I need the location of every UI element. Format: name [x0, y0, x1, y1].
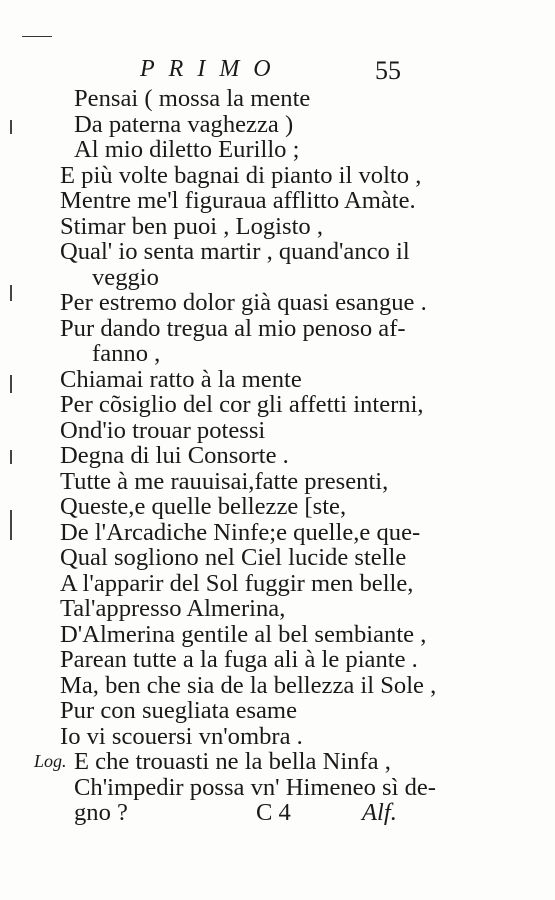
- verse-line: [60, 112, 480, 138]
- verse-line: [60, 137, 480, 163]
- verse-text-span: Queste,e quelle bellezze [ste,: [60, 493, 347, 520]
- gutter-mark: [10, 450, 12, 464]
- verse-line: [60, 443, 480, 469]
- verse-line: [60, 724, 480, 750]
- verse-text-span: Pur con suegliata esame: [60, 697, 297, 724]
- verse-text-span: Ch'impedir possa vn' Himeneo sì de-: [74, 773, 437, 801]
- verse-line: [60, 163, 480, 189]
- verse-line: [60, 316, 480, 342]
- verse-line: [60, 265, 480, 291]
- verse-line: [60, 341, 480, 367]
- verse-line: [60, 647, 480, 673]
- verse-text-span: Pensai ( mossa la mente: [74, 85, 311, 112]
- verse-text-span: E che trouasti ne la bella Ninfa ,: [74, 748, 391, 775]
- verse-line: [60, 571, 480, 597]
- verse-line: [60, 188, 480, 214]
- speaker-label: Log.: [34, 751, 67, 771]
- verse-line: [60, 214, 480, 240]
- signature-mark: C 4: [256, 799, 291, 826]
- gutter-mark: [10, 375, 12, 393]
- verse-line: [60, 622, 480, 648]
- verse-text-span: Pur dando tregua al mio penoso af-: [60, 314, 406, 342]
- verse-line: [60, 775, 480, 801]
- verse-text-span: Ond'io trouar potessi: [60, 416, 266, 444]
- verse-line: [60, 418, 480, 444]
- verse-text-span: A l'apparir del Sol fuggir men belle,: [60, 569, 414, 597]
- page-header: [0, 52, 555, 86]
- verse-line: [60, 596, 480, 622]
- verse-text-span: veggio: [92, 263, 159, 291]
- verse-line: [60, 520, 480, 546]
- verse-text-span: Degna di lui Consorte .: [60, 442, 289, 469]
- verse-text-span: Da paterna vaghezza ): [74, 110, 294, 138]
- verse-line: [60, 469, 480, 495]
- verse-line: [60, 494, 480, 520]
- verse-text-span: Per estremo dolor già quasi esangue .: [60, 289, 427, 316]
- page-number: 55: [375, 56, 401, 85]
- gutter-mark: [10, 120, 12, 134]
- footer-line: [60, 800, 480, 826]
- verse-text-span: Qual sogliono nel Ciel lucide stelle: [60, 544, 407, 571]
- verse-text: [34, 85, 480, 826]
- verse-line: [60, 673, 480, 699]
- verse-text-span: De l'Arcadiche Ninfe;e quelle,e que-: [60, 518, 421, 546]
- verse-line: [60, 86, 480, 112]
- verse-text-span: Io vi scouersi vn'ombra .: [60, 722, 303, 750]
- verse-text-span: Mentre me'l figuraua afflitto Amàte.: [60, 187, 416, 214]
- verse-line: [60, 239, 480, 265]
- catchword: Alf.: [362, 799, 397, 826]
- running-head: PRIMO: [140, 56, 285, 82]
- verse-text-span: Per cõsiglio del cor gli affetti interni,: [60, 391, 424, 418]
- verse-line: [60, 290, 480, 316]
- verse-text-span: Tutte à me rauuisai,fatte presenti,: [60, 467, 389, 495]
- verse-text-span: E più volte bagnai di pianto il volto ,: [60, 161, 422, 189]
- verse-text-span: Parean tutte a la fuga ali à le piante .: [60, 646, 418, 673]
- verse-text-span: Stimar ben puoi , Logisto ,: [60, 212, 324, 240]
- gutter-mark: [10, 510, 12, 540]
- verse-text-span: D'Almerina gentile al bel sembiante ,: [60, 620, 427, 648]
- gutter-rule: [22, 36, 52, 37]
- verse-text-span: Ma, ben che sia de la bellezza il Sole ,: [60, 671, 437, 699]
- verse-line: [60, 367, 480, 393]
- verse-text-span: Al mio diletto Eurillo ;: [74, 136, 300, 163]
- verse-text-span: Chiamai ratto à la mente: [60, 365, 302, 393]
- verse-line: [60, 698, 480, 724]
- verse-text-span: Qual' io senta martir , quand'anco il: [60, 238, 410, 265]
- verse-line: [60, 545, 480, 571]
- verse-text-span: fanno ,: [92, 340, 161, 367]
- last-verse-fragment: gno ?: [74, 799, 128, 826]
- verse-line: [34, 748, 480, 775]
- verse-line: [60, 392, 480, 418]
- gutter-mark: [10, 285, 12, 301]
- verse-text-span: Tal'appresso Almerina,: [60, 595, 286, 622]
